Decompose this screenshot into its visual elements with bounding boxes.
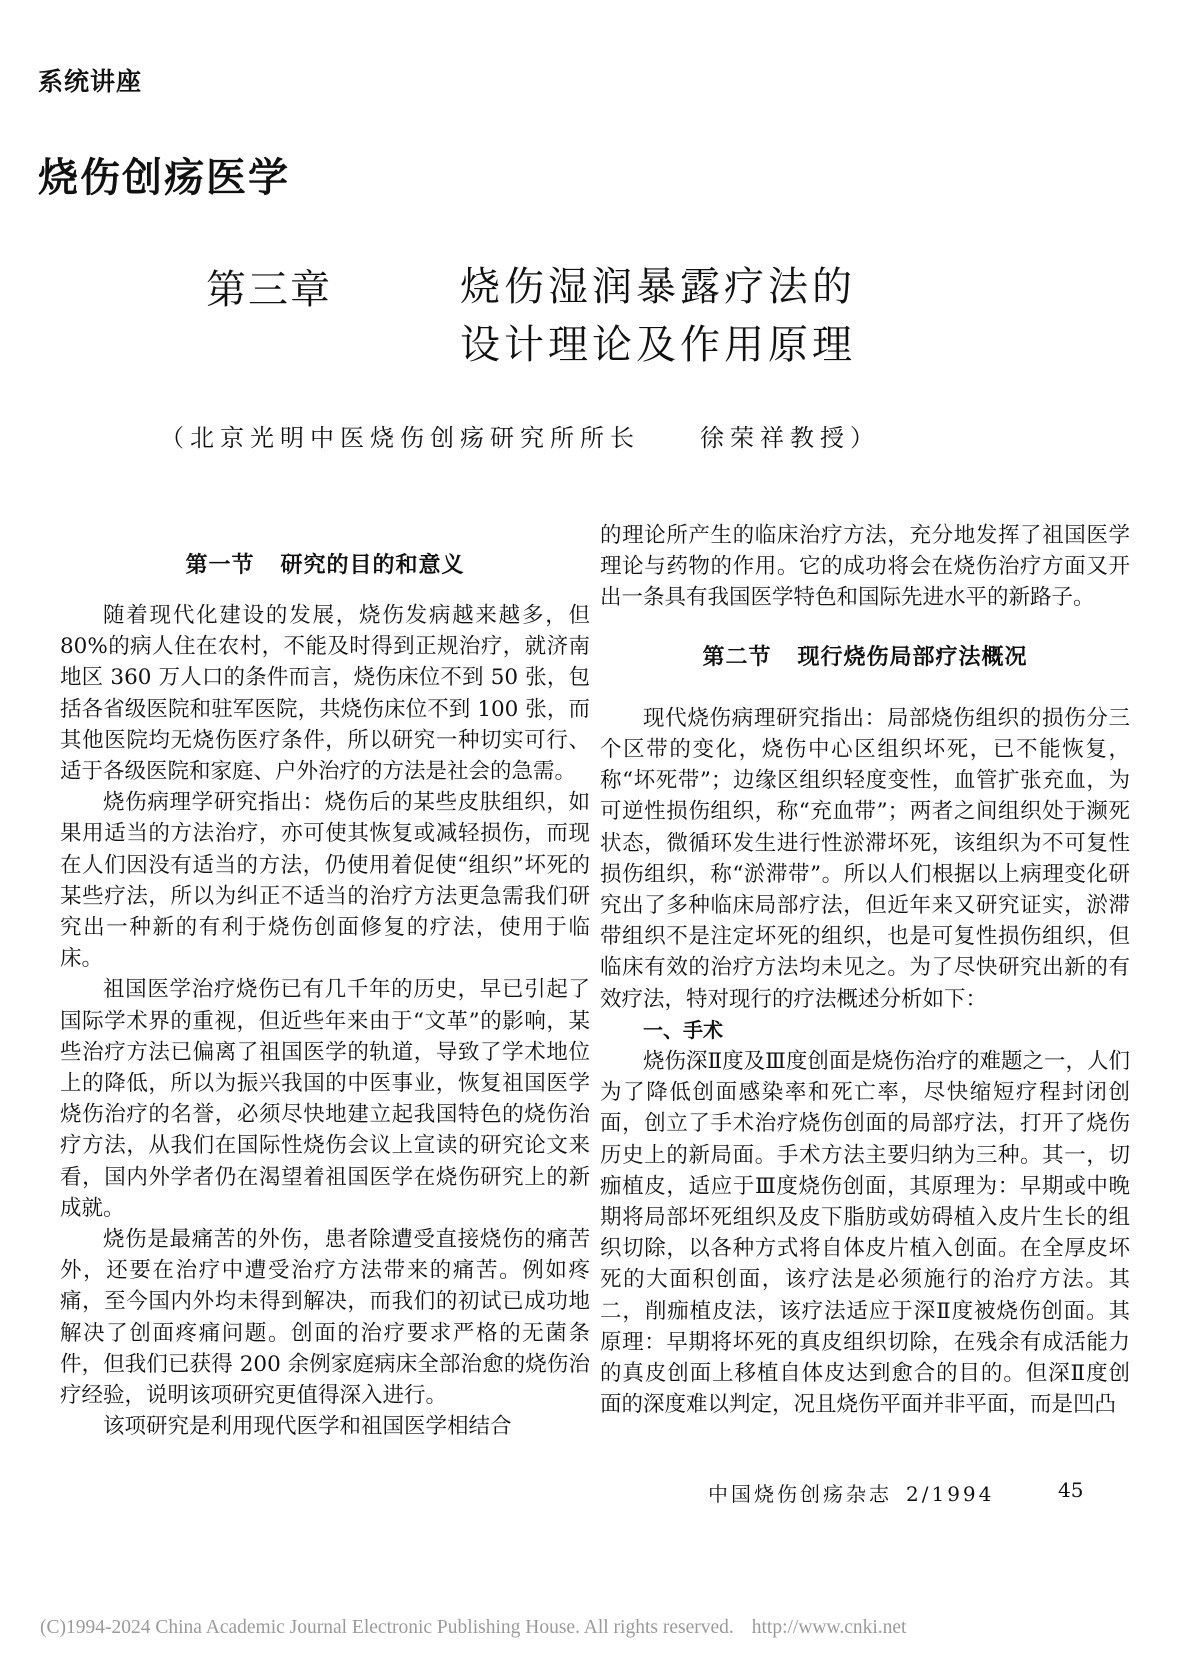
subsection-heading: 一、手术 bbox=[643, 1017, 723, 1042]
journal-name: 中国烧伤创疡杂志 bbox=[708, 1482, 892, 1506]
column-title: 烧伤创疡医学 bbox=[38, 155, 290, 201]
section2-title: 现行烧伤局部疗法概况 bbox=[797, 644, 1028, 670]
page-number: 45 bbox=[1058, 1478, 1084, 1502]
journal-footer bbox=[708, 1478, 994, 1507]
author-byline bbox=[160, 418, 880, 453]
journal-issue: 2/1994 bbox=[906, 1482, 995, 1506]
section1-paragraph: 祖国医学治疗烧伤已有几千年的历史，早已引起了国际学术界的重视，但近些年来由于“文革”的影响，某些治疗方法已偏离了祖国医学的轨道，导致了学术地位上的降低，所以为振兴我国的中医事业，恢复祖国医学烧伤治疗的名誉，必须尽快地建立起我国特色的烧伤治疗方法，从我们在国际性烧伤会议上宣读的研究论文来看，国内外学者仍在渴望着祖国医学在烧伤研究上的新成就。 bbox=[60, 977, 590, 1221]
left-column bbox=[60, 600, 590, 1442]
section1-heading bbox=[60, 548, 590, 579]
section1-number: 第一节 bbox=[185, 553, 255, 578]
chapter-title-line2: 设计理论及作用原理 bbox=[460, 322, 856, 368]
section1-continued-paragraph: 的理论所产生的临床治疗方法，充分地发挥了祖国医学理论与药物的作用。它的成功将会在烧伤治疗方面又开出一条具有我国医学特色和国际先进水平的新路子。 bbox=[600, 523, 1130, 611]
copyright-text: (C)1994-2024 China Academic Journal Electronic Publishing House. All rights reserved. bbox=[40, 1617, 734, 1638]
section1-paragraph: 该项研究是利用现代医学和祖国医学相结合 bbox=[103, 1414, 512, 1440]
chapter-number: 第三章 bbox=[206, 267, 332, 313]
section2-number: 第二节 bbox=[702, 644, 772, 670]
series-label: 系统讲座 bbox=[38, 67, 143, 96]
section1-paragraph: 烧伤病理学研究指出：烧伤后的某些皮肤组织，如果用适当的方法治疗，亦可使其恢复或减轻损伤，而现在人们因没有适当的方法，仍使用着促使“组织”坏死的某些疗法，所以为纠正不适当的治疗方法更急需我们研究出一种新的有利于烧伤创面修复的疗法，使用于临床。 bbox=[60, 790, 590, 972]
section2-heading bbox=[600, 642, 1130, 673]
subsection-paragraph: 烧伤深Ⅱ度及Ⅲ度创面是烧伤治疗的难题之一，人们为了降低创面感染率和死亡率，尽快缩短疗程封闭创面，创立了手术治疗烧伤创面的局部疗法，打开了烧伤历史上的新局面。手术方法主要归纳为三种。其一，切痂植皮，适应于Ⅲ度烧伤创面，其原理为：早期或中晚期将局部坏死组织及皮下脂肪或妨碍植入皮片生长的组织切除，以各种方式将自体皮片植入创面。在全厚皮坏死的大面积创面，该疗法是必须施行的治疗方法。其二，削痂植皮法，该疗法适应于深Ⅱ度被烧伤创面。其原理：早期将坏死的真皮组织切除，在残余有成活能力的真皮创面上移植自体皮达到愈合的目的。但深Ⅱ度创面的深度难以判定，况且烧伤平面并非平面，而是凹凸 bbox=[600, 1049, 1130, 1418]
section1-paragraph: 随着现代化建设的发展，烧伤发病越来越多，但 80%的病人住在农村，不能及时得到正规治疗，就济南地区 360 万人口的条件而言，烧伤床位不到 50 张，包括各省级医院和驻军医院，共烧伤床位不到 100 张，而其他医院均无烧伤医疗条件，所以研究一种切实可行、适于各级医院和家庭、户外治疗的方法是社会的急需。 bbox=[60, 603, 590, 785]
copyright-url: http://www.cnki.net bbox=[751, 1617, 907, 1638]
chapter-title-line1: 烧伤湿润暴露疗法的 bbox=[460, 264, 856, 310]
section1-title: 研究的目的和意义 bbox=[280, 553, 465, 578]
copyright-notice bbox=[40, 1617, 906, 1639]
author-name: 徐荣祥教授） bbox=[700, 424, 880, 452]
right-column bbox=[600, 520, 1130, 1420]
author-affiliation: （北京光明中医烧伤创疡研究所所长 bbox=[160, 424, 640, 452]
section1-paragraph: 烧伤是最痛苦的外伤，患者除遭受直接烧伤的痛苦外，还要在治疗中遭受治疗方法带来的痛苦。例如疼痛，至今国内外均未得到解决，而我们的初试已成功地解决了创面疼痛问题。创面的治疗要求严格的无菌条件，但我们已获得 200 余例家庭病床全部治愈的烧伤治疗经验，说明该项研究更值得深入进行。 bbox=[60, 1227, 590, 1409]
section2-paragraph: 现代烧伤病理研究指出：局部烧伤组织的损伤分三个区带的变化，烧伤中心区组织坏死，已不能恢复，称“坏死带”；边缘区组织轻度变性，血管扩张充血，为可逆性损伤组织，称“充血带”；两者之间组织处于濒死状态，微循环发生进行性淤滞坏死，该组织为不可复性损伤组织，称“淤滞带”。所以人们根据以上病理变化研究出了多种临床局部疗法，但近年来又研究证实，淤滞带组织不是注定坏死的组织，也是可复性损伤组织，但临床有效的治疗方法均未见之。为了尽快研究出新的有效疗法，特对现行的疗法概述分析如下： bbox=[600, 705, 1130, 1012]
chapter-title bbox=[460, 258, 856, 374]
